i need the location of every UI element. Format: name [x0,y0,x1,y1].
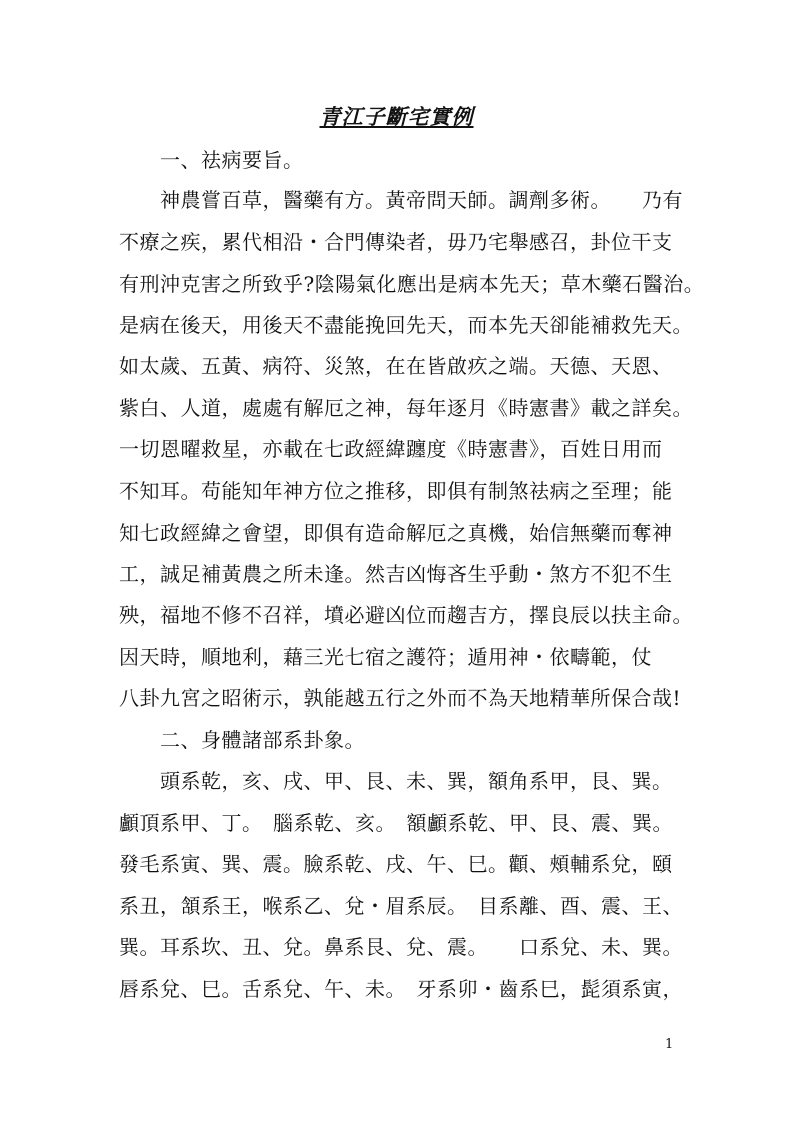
text-line: 是病在後天，用後天不盡能挽回先天，而本先天卻能補救先天。 [119,313,693,337]
text-line: 神農嘗百草，醫藥有方。黃帝問天師。調劑多術。 乃有 [119,188,683,212]
text-line: 二、身體諸部系卦象。 [119,728,365,752]
text-line: 系丑，頷系王，喉系乙、兌・眉系辰。 目系離、酉、震、王、 [119,894,683,918]
text-line: 發毛系寅、巽、震。臉系乾、戌、午、巳。顴、頰輔系兌，頤 [119,852,673,876]
document-title: 青江子斷宅實例 [319,104,474,129]
text-line: 不知耳。苟能知年神方位之推移，即俱有制煞祛病之至理；能 [119,479,673,503]
text-line: 唇系兌、巳。舌系兌、午、未。 牙系卯・齒系巳，髭須系寅， [119,977,683,1001]
page-number: 1 [665,1037,674,1052]
text-line: 工，誠足補黃農之所未逢。然吉凶悔吝生乎動・煞方不犯不生 [119,562,673,586]
text-line: 殃，福地不修不召祥，墳必避凶位而趨吉方，擇良辰以扶主命。 [119,603,693,627]
text-line: 一、祛病要旨。 [119,148,304,172]
text-line: 紫白、人道，處處有解厄之神，每年逐月《時憲書》載之詳矣。 [119,396,693,420]
text-line: 如太歲、五黃、病符、災煞，在在皆啟疚之端。天德、天恩、 [119,354,673,378]
text-line: 不療之疾，累代相沿・合門傳染者，毋乃宅舉感召，卦位干支 [119,230,673,254]
text-line: 頭系乾，亥、戌、甲、艮、未、巽，額角系甲，艮、巽。 [119,769,673,793]
text-line: 巽。耳系坎、丑、兌。鼻系艮、兌、震。 口系兌、未、巽。 [119,935,683,959]
text-line: 一切恩曜救星，亦載在七政經緯躔度《時憲書》，百姓日用而 [119,437,663,461]
text-line: 顱頂系甲、丁。 腦系乾、亥。 額顱系乾、甲、艮、震、巽。 [119,811,673,835]
text-line: 八卦九宮之昭術示，孰能越五行之外而不為天地精華所保合哉! [119,686,682,710]
text-line: 有刑沖克害之所致乎?陰陽氣化應出是病本先天；草木藥石醫治。 [119,272,705,296]
text-line: 知七政經緯之會望，即俱有造命解厄之真機，始信無藥而奪神 [119,521,673,545]
text-line: 因天時，順地利，藉三光七宿之護符；遁用神・依疇範，仗 [119,645,652,669]
